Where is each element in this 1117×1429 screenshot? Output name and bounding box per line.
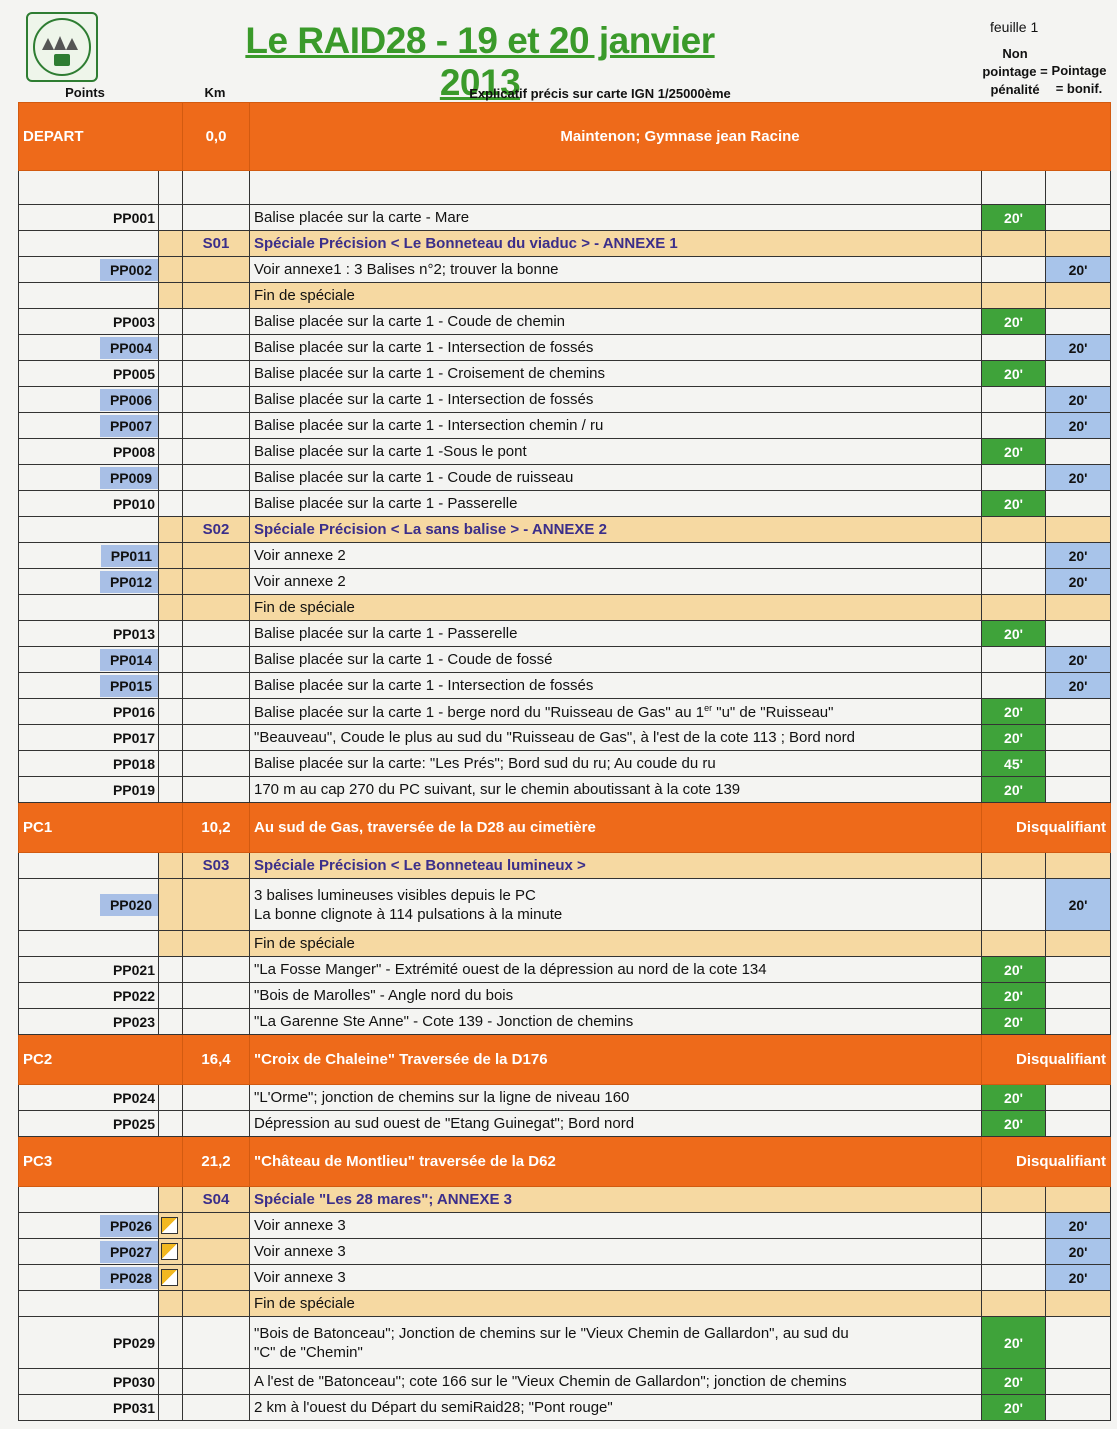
table-row <box>19 491 1111 517</box>
penalty-value: 20' <box>982 1369 1046 1395</box>
point-description: "Bois de Marolles" - Angle nord du bois <box>250 983 982 1009</box>
table-row <box>19 387 1111 413</box>
table-row <box>19 1085 1111 1111</box>
point-code: PP007 <box>100 415 158 437</box>
control-km: 21,2 <box>183 1137 250 1187</box>
page-title: Le RAID28 - 19 et 20 janvier 2013 <box>245 20 715 103</box>
point-description: Balise placée sur la carte 1 - Passerelle <box>250 491 982 517</box>
point-description: Voir annexe 2 <box>250 543 982 569</box>
point-description: Voir annexe 3 <box>250 1265 982 1291</box>
depart-km: 0,0 <box>183 103 250 171</box>
table-row <box>19 725 1111 751</box>
table-row <box>19 1111 1111 1137</box>
special-row <box>19 231 1111 257</box>
point-code: PP017 <box>19 725 159 751</box>
table-row <box>19 777 1111 803</box>
triangle-marker-icon <box>161 1269 178 1286</box>
table-row <box>19 1317 1111 1369</box>
point-code: PP001 <box>19 205 159 231</box>
bonus-value: 20' <box>1046 1265 1111 1291</box>
table-row <box>19 1265 1111 1291</box>
table-row <box>19 465 1111 491</box>
spacer-row <box>19 171 1111 205</box>
control-code: PC2 <box>19 1035 183 1085</box>
penalty-value: 20' <box>982 621 1046 647</box>
table-row <box>19 569 1111 595</box>
special-end-row <box>19 931 1111 957</box>
point-description: Balise placée sur la carte 1 - Intersection de fossés <box>250 673 982 699</box>
header-bonus: Pointage = bonif. <box>1051 63 1107 96</box>
table-row <box>19 621 1111 647</box>
point-code: PP013 <box>19 621 159 647</box>
special-code: S03 <box>183 853 250 879</box>
penalty-value: 20' <box>982 309 1046 335</box>
point-description: 3 balises lumineuses visibles depuis le PC La bonne clignote à 114 pulsations à la minute <box>250 879 982 931</box>
penalty-value: 20' <box>982 777 1046 803</box>
point-code: PP014 <box>100 649 158 671</box>
table-row <box>19 439 1111 465</box>
bonus-value: 20' <box>1046 673 1111 699</box>
table-row <box>19 1213 1111 1239</box>
penalty-value: 20' <box>982 491 1046 517</box>
table-row <box>19 1009 1111 1035</box>
point-code: PP010 <box>19 491 159 517</box>
header-km: Km <box>204 85 226 100</box>
penalty-value: 20' <box>982 699 1046 725</box>
point-description: Voir annexe 3 <box>250 1213 982 1239</box>
point-code: PP022 <box>19 983 159 1009</box>
bonus-value: 20' <box>1046 335 1111 361</box>
depart-code: DEPART <box>19 103 183 171</box>
header-points: Points <box>65 85 105 100</box>
control-point-row <box>19 1035 1111 1085</box>
penalty-value: 20' <box>982 725 1046 751</box>
point-description: 170 m au cap 270 du PC suivant, sur le chemin aboutissant à la cote 139 <box>250 777 982 803</box>
penalty-value: 20' <box>982 205 1046 231</box>
table-row <box>19 957 1111 983</box>
point-code: PP009 <box>100 467 158 489</box>
header-penalty: Non pointage = pénalité <box>982 46 1048 97</box>
table-row <box>19 647 1111 673</box>
header-description: Explicatif précis sur carte IGN 1/25000ème <box>469 86 731 101</box>
sheet-number: feuille 1 <box>990 19 1039 35</box>
table-row <box>19 205 1111 231</box>
control-description: "Croix de Chaleine" Traversée de la D176 <box>250 1035 982 1085</box>
bonus-value: 20' <box>1046 257 1111 283</box>
table-row <box>19 751 1111 777</box>
special-row <box>19 1187 1111 1213</box>
itinerary-table <box>18 102 1111 1421</box>
point-code: PP024 <box>19 1085 159 1111</box>
table-row <box>19 1369 1111 1395</box>
special-end: Fin de spéciale <box>250 595 982 621</box>
special-row <box>19 853 1111 879</box>
control-km: 10,2 <box>183 803 250 853</box>
point-description: "Beauveau", Coude le plus au sud du "Ruisseau de Gas", à l'est de la cote 113 ; Bord nord <box>250 725 982 751</box>
point-description: "Bois de Batonceau"; Jonction de chemins sur le "Vieux Chemin de Gallardon", au sud du "C" de "Chemin" <box>250 1317 982 1369</box>
table-row <box>19 361 1111 387</box>
point-description: Voir annexe 3 <box>250 1239 982 1265</box>
control-description: Au sud de Gas, traversée de la D28 au cimetière <box>250 803 982 853</box>
point-code: PP015 <box>100 675 158 697</box>
point-code: PP012 <box>100 571 158 593</box>
control-status: Disqualifiant <box>982 803 1111 853</box>
point-description: Balise placée sur la carte - Mare <box>250 205 982 231</box>
special-end-row <box>19 1291 1111 1317</box>
point-description: "La Fosse Manger" - Extrémité ouest de la dépression au nord de la cote 134 <box>250 957 982 983</box>
penalty-value: 20' <box>982 361 1046 387</box>
penalty-value: 20' <box>982 1085 1046 1111</box>
penalty-value: 20' <box>982 957 1046 983</box>
point-description: A l'est de "Batonceau"; cote 166 sur le "Vieux Chemin de Gallardon"; jonction de chemins <box>250 1369 982 1395</box>
penalty-value: 20' <box>982 983 1046 1009</box>
bonus-value: 20' <box>1046 1213 1111 1239</box>
table-row <box>19 1395 1111 1421</box>
raid28-logo <box>26 12 98 82</box>
point-code: PP026 <box>100 1215 158 1237</box>
table-row <box>19 983 1111 1009</box>
point-code: PP029 <box>19 1317 159 1369</box>
point-description: Balise placée sur la carte 1 - Coude de ruisseau <box>250 465 982 491</box>
control-code: PC1 <box>19 803 183 853</box>
point-code: PP023 <box>19 1009 159 1035</box>
point-description: Balise placée sur la carte 1 - berge nord du "Ruisseau de Gas" au 1er "u" de "Ruisseau" <box>250 699 982 725</box>
special-title: Spéciale Précision < La sans balise > - ANNEXE 2 <box>250 517 982 543</box>
point-code: PP008 <box>19 439 159 465</box>
special-end-row <box>19 283 1111 309</box>
point-description: Balise placée sur la carte: "Les Prés"; Bord sud du ru; Au coude du ru <box>250 751 982 777</box>
point-code: PP016 <box>19 699 159 725</box>
point-description: Balise placée sur la carte 1 - Intersection chemin / ru <box>250 413 982 439</box>
table-row <box>19 543 1111 569</box>
table-row <box>19 257 1111 283</box>
point-code: PP002 <box>100 259 158 281</box>
control-point-row <box>19 803 1111 853</box>
special-title: Spéciale "Les 28 mares"; ANNEXE 3 <box>250 1187 982 1213</box>
point-code: PP021 <box>19 957 159 983</box>
special-title: Spéciale Précision < Le Bonneteau du viaduc > - ANNEXE 1 <box>250 231 982 257</box>
point-code: PP020 <box>100 894 158 916</box>
point-code: PP019 <box>19 777 159 803</box>
table-row <box>19 879 1111 931</box>
point-description: "L'Orme"; jonction de chemins sur la ligne de niveau 160 <box>250 1085 982 1111</box>
point-description: Voir annexe 2 <box>250 569 982 595</box>
penalty-value: 20' <box>982 439 1046 465</box>
point-code: PP027 <box>100 1241 158 1263</box>
triangle-marker-icon <box>161 1217 178 1234</box>
point-description: Balise placée sur la carte 1 - Intersection de fossés <box>250 387 982 413</box>
penalty-value: 20' <box>982 1317 1046 1369</box>
depart-description: Maintenon; Gymnase jean Racine <box>250 103 1111 171</box>
point-code: PP028 <box>100 1267 158 1289</box>
point-description: Balise placée sur la carte 1 - Intersection de fossés <box>250 335 982 361</box>
special-row <box>19 517 1111 543</box>
point-description: Balise placée sur la carte 1 - Passerelle <box>250 621 982 647</box>
special-title: Spéciale Précision < Le Bonneteau lumineux > <box>250 853 982 879</box>
point-description: "La Garenne Ste Anne" - Cote 139 - Jonction de chemins <box>250 1009 982 1035</box>
control-status: Disqualifiant <box>982 1035 1111 1085</box>
table-row <box>19 673 1111 699</box>
control-status: Disqualifiant <box>982 1137 1111 1187</box>
bonus-value: 20' <box>1046 647 1111 673</box>
control-km: 16,4 <box>183 1035 250 1085</box>
control-description: "Château de Montlieu" traversée de la D62 <box>250 1137 982 1187</box>
penalty-value: 20' <box>982 1395 1046 1421</box>
special-code: S01 <box>183 231 250 257</box>
penalty-value: 20' <box>982 1111 1046 1137</box>
point-code: PP011 <box>101 545 158 567</box>
bonus-value: 20' <box>1046 387 1111 413</box>
table-row <box>19 413 1111 439</box>
special-end: Fin de spéciale <box>250 931 982 957</box>
depart-row <box>19 103 1111 171</box>
point-code: PP004 <box>100 337 158 359</box>
point-code: PP006 <box>100 389 158 411</box>
point-description: 2 km à l'ouest du Départ du semiRaid28; "Pont rouge" <box>250 1395 982 1421</box>
control-point-row <box>19 1137 1111 1187</box>
triangle-marker-icon <box>161 1243 178 1260</box>
special-code: S04 <box>183 1187 250 1213</box>
point-description: Balise placée sur la carte 1 - Coude de fossé <box>250 647 982 673</box>
penalty-value: 45' <box>982 751 1046 777</box>
table-row <box>19 699 1111 725</box>
point-description: Dépression au sud ouest de "Etang Guinegat"; Bord nord <box>250 1111 982 1137</box>
bonus-value: 20' <box>1046 543 1111 569</box>
point-code: PP005 <box>19 361 159 387</box>
special-end: Fin de spéciale <box>250 283 982 309</box>
point-description: Balise placée sur la carte 1 -Sous le pont <box>250 439 982 465</box>
table-row <box>19 1239 1111 1265</box>
bonus-value: 20' <box>1046 1239 1111 1265</box>
point-code: PP031 <box>19 1395 159 1421</box>
bonus-value: 20' <box>1046 569 1111 595</box>
table-row <box>19 309 1111 335</box>
special-code: S02 <box>183 517 250 543</box>
special-end: Fin de spéciale <box>250 1291 982 1317</box>
point-description: Balise placée sur la carte 1 - Croisement de chemins <box>250 361 982 387</box>
table-row <box>19 335 1111 361</box>
point-code: PP025 <box>19 1111 159 1137</box>
bonus-value: 20' <box>1046 465 1111 491</box>
special-end-row <box>19 595 1111 621</box>
point-description: Voir annexe1 : 3 Balises n°2; trouver la bonne <box>250 257 982 283</box>
control-code: PC3 <box>19 1137 183 1187</box>
point-description: Balise placée sur la carte 1 - Coude de chemin <box>250 309 982 335</box>
bonus-value: 20' <box>1046 879 1111 931</box>
point-code: PP018 <box>19 751 159 777</box>
point-code: PP003 <box>19 309 159 335</box>
penalty-value: 20' <box>982 1009 1046 1035</box>
bonus-value: 20' <box>1046 413 1111 439</box>
point-code: PP030 <box>19 1369 159 1395</box>
